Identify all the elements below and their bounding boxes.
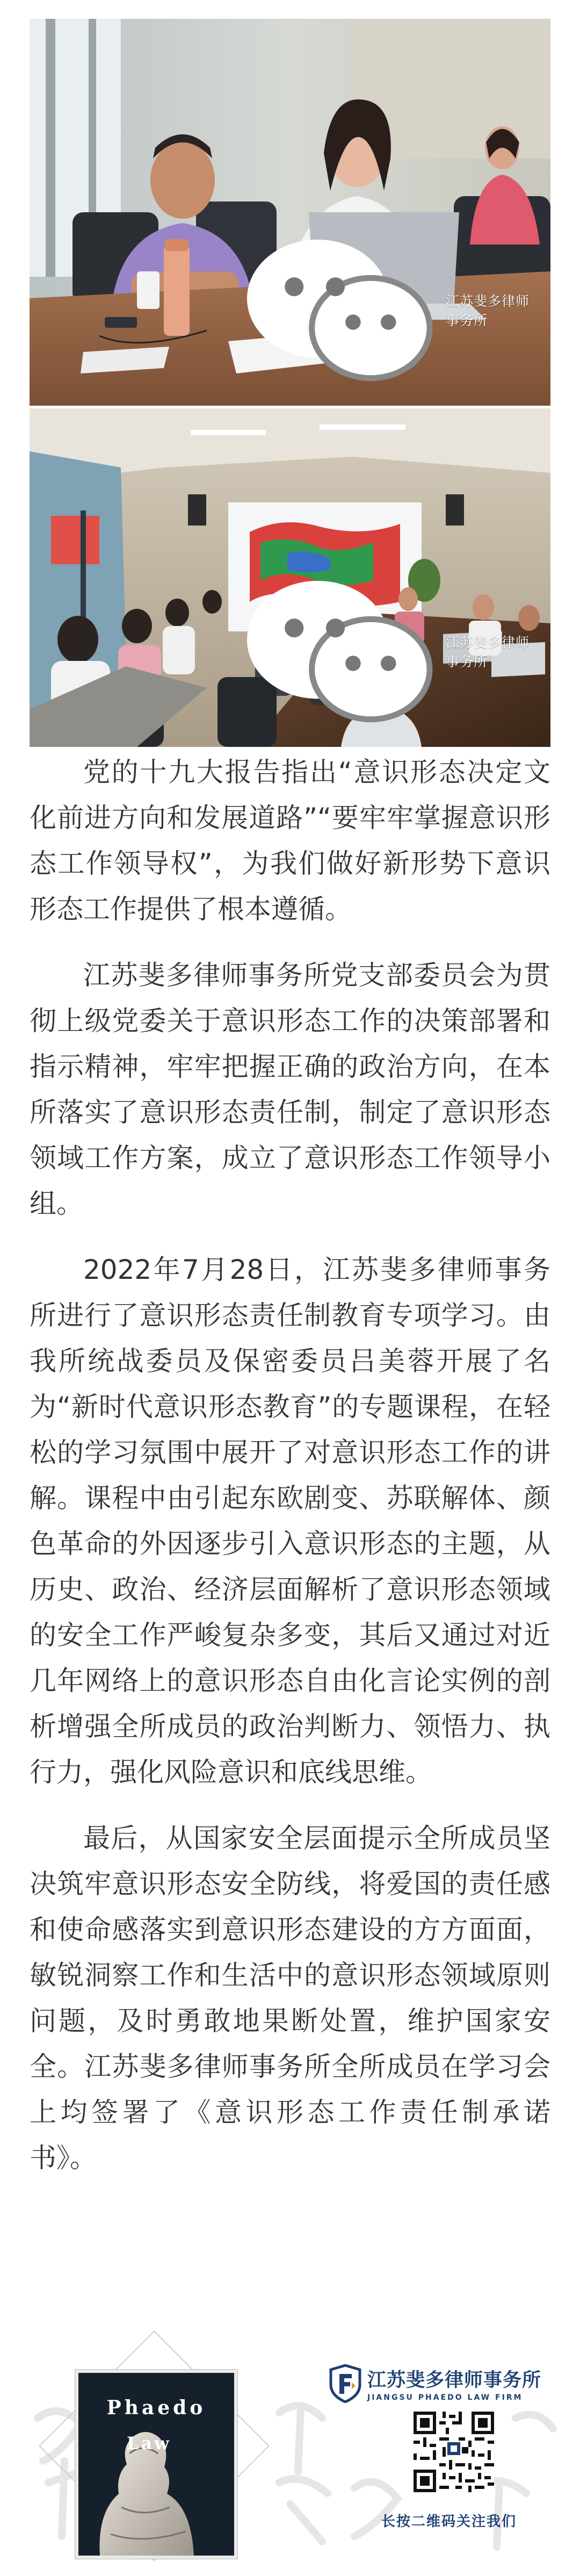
firm-name-en: JIANGSU PHAEDO LAW FIRM (367, 2393, 523, 2402)
photo-2-watermark-text: 江苏斐多律师事务所 (445, 635, 530, 670)
wechat-icon (241, 569, 441, 734)
paragraph-2: 江苏斐多律师事务所党支部委员会为贯彻上级党委关于意识形态工作的决策部署和指示精神，牢牢把握正确的政治方向，在本所落实了意识形态责任制，制定了意识形态领域工作方案，成立了意识形态工作领导小组。 (30, 960, 550, 1219)
photo-1-watermark (241, 228, 532, 393)
firm-logo (329, 2364, 541, 2403)
phaedo-logo-line-2: Law (127, 2433, 171, 2453)
wechat-icon (241, 228, 441, 393)
article-body (30, 750, 550, 2201)
phaedo-logo-line-1: Phaedo (106, 2397, 206, 2419)
footer-branding (0, 2311, 580, 2576)
shield-f-icon (329, 2364, 362, 2403)
paragraph-3: 2022年7月28日，江苏斐多律师事务所进行了意识形态责任制教育专项学习。由我所统战委员及保密委员吕美蓉开展了名为“新时代意识形态教育”的专题课程，在轻松的学习氛围中展开了对意识形态工作的讲解。课程中由引起东欧剧变、苏联解体、颜色革命的外因逐步引入意识形态的主题，从历史、政治、经济层面解析了意识形态领域的安全工作严峻复杂多变，其后又通过对近几年网络上的意识形态自由化言论实例的剖析增强全所成员的政治判断力、领悟力、执行力，强化风险意识和底线思维。 (30, 1254, 550, 1788)
paragraph-1: 党的十九大报告指出“意识形态决定文化前进方向和发展道路”“要牢牢掌握意识形态工作领导权”，为我们做好新形势下意识形态工作提供了根本遵循。 (30, 757, 550, 925)
photo-2-watermark (241, 569, 532, 734)
photo-1-watermark-text: 江苏斐多律师事务所 (445, 293, 530, 329)
phaedo-law-logo-card (75, 2370, 237, 2559)
meeting-photo-2 (30, 408, 550, 747)
qr-code[interactable] (414, 2412, 494, 2492)
firm-name-cn: 江苏斐多律师事务所 (367, 2370, 542, 2391)
meeting-photo-1 (30, 19, 550, 406)
qr-caption: 长按二维码关注我们 (381, 2514, 517, 2530)
paragraph-4: 最后，从国家安全层面提示全所成员坚决筑牢意识形态安全防线，将爱国的责任感和使命感落实到意识形态建设的方方面面，敏锐洞察工作和生活中的意识形态领域原则问题，及时勇敢地果断处置，维护国家安全。江苏斐多律师事务所全所成员在学习会上均签署了《意识形态工作责任制承诺书》。 (30, 1823, 550, 2174)
